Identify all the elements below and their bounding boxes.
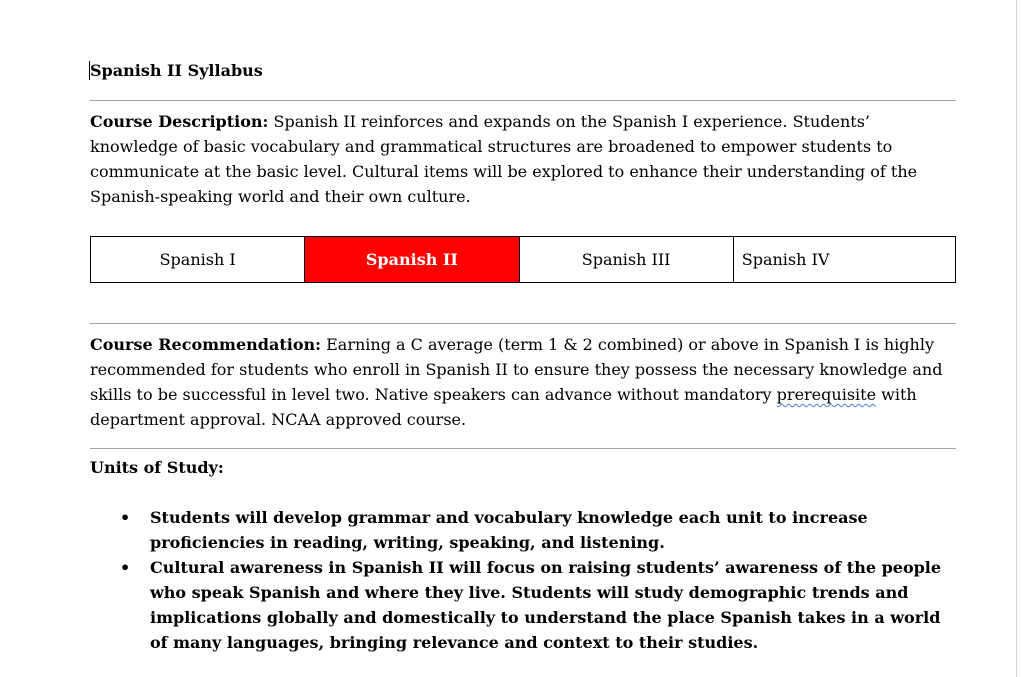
list-item[interactable] bbox=[90, 505, 956, 555]
course-level-table bbox=[90, 236, 956, 283]
document-title-line[interactable] bbox=[90, 58, 956, 83]
units-list bbox=[90, 505, 956, 655]
document-title[interactable]: Spanish II Syllabus bbox=[90, 61, 263, 80]
course-recommendation[interactable] bbox=[90, 332, 956, 432]
course-description-text: Spanish II reinforces and expands on the Spanish I experience. Students’ knowledge of basic vocabulary and grammatical structures are broadened to empower students to communicate at the basic level. Cultural items will be explored to enhance their understanding of the Spanish-speaking world and their own culture. bbox=[90, 112, 918, 206]
bullet-icon: • bbox=[120, 508, 131, 527]
divider bbox=[90, 100, 956, 101]
course-recommendation-text-end: with department approval. NCAA approved course. bbox=[90, 385, 917, 429]
course-description-label: Course Description: bbox=[90, 112, 269, 131]
divider bbox=[90, 448, 956, 449]
level-cell-spanish-3[interactable] bbox=[520, 237, 734, 282]
divider bbox=[90, 323, 956, 324]
spellcheck-flagged-word[interactable]: prerequisite bbox=[776, 385, 877, 404]
course-recommendation-label: Course Recommendation: bbox=[90, 335, 322, 354]
course-description[interactable] bbox=[90, 109, 956, 209]
level-label: Spanish III bbox=[581, 250, 671, 269]
level-label: Spanish II bbox=[365, 250, 458, 269]
level-label: Spanish I bbox=[159, 250, 236, 269]
course-recommendation-text: Earning a C average (term 1 & 2 combined) or above in Spanish I is highly recommended for students who enroll in Spanish II to ensure they possess the necessary knowledge and skills to be successful in level two. Native speakers can advance without mandatory bbox=[90, 335, 943, 404]
level-cell-spanish-4[interactable] bbox=[734, 237, 955, 282]
level-cell-spanish-2[interactable] bbox=[305, 237, 519, 282]
level-cell-spanish-1[interactable] bbox=[91, 237, 305, 282]
list-item-text: Cultural awareness in Spanish II will focus on raising students’ awareness of the people who speak Spanish and where they live. Students will study demographic trends and implications globally and domestically to understand the place Spanish takes in a world of many languages, bringing relevance and context to their studies. bbox=[150, 558, 942, 652]
bullet-icon: • bbox=[120, 558, 131, 577]
text-cursor bbox=[89, 61, 90, 80]
document-body bbox=[90, 58, 956, 655]
list-item-text: Students will develop grammar and vocabulary knowledge each unit to increase proficiencies in reading, writing, speaking, and listening. bbox=[150, 508, 868, 552]
list-item[interactable] bbox=[90, 555, 956, 655]
level-label: Spanish IV bbox=[741, 250, 830, 269]
units-heading[interactable]: Units of Study: bbox=[90, 458, 224, 477]
